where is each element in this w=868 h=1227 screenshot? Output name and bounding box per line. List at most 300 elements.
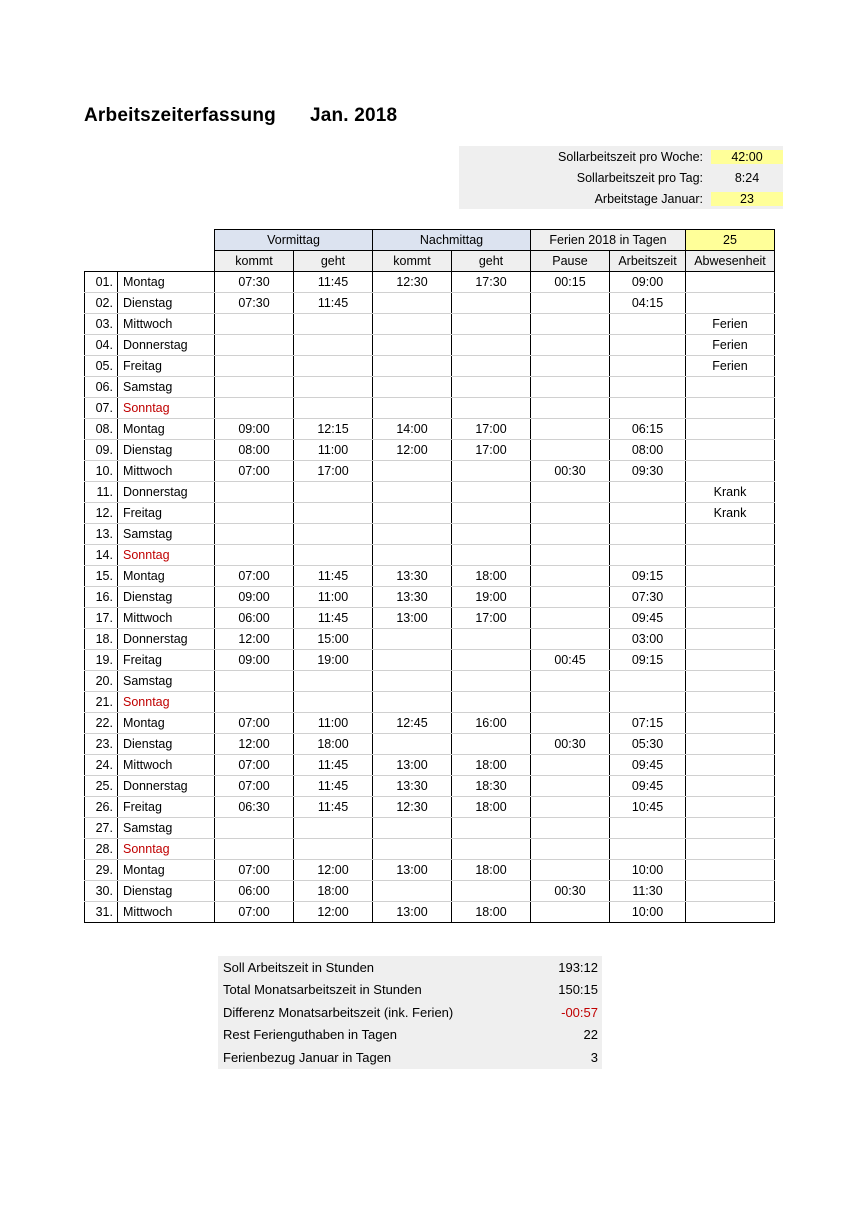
- cell-kommt-nachmittag: 13:00: [373, 902, 452, 923]
- header-ferien-value: 25: [686, 230, 775, 251]
- cell-kommt-nachmittag: [373, 692, 452, 713]
- cell-abwesenheit: [686, 377, 775, 398]
- cell-kommt-nachmittag: [373, 629, 452, 650]
- table-row: [85, 545, 775, 566]
- table-row: [85, 503, 775, 524]
- cell-geht-nachmittag: 18:00: [452, 797, 531, 818]
- header-pause: Pause: [531, 251, 610, 272]
- row-number: 05.: [85, 356, 118, 377]
- row-weekday: Dienstag: [118, 440, 215, 461]
- cell-geht-nachmittag: [452, 482, 531, 503]
- row-weekday: Sonntag: [118, 545, 215, 566]
- cell-kommt-vormittag: 07:00: [215, 860, 294, 881]
- table-row: [85, 734, 775, 755]
- row-weekday: Mittwoch: [118, 461, 215, 482]
- totals-label: Soll Arbeitszeit in Stunden: [223, 959, 375, 975]
- row-number: 09.: [85, 440, 118, 461]
- table-row: [85, 797, 775, 818]
- cell-kommt-vormittag: 07:00: [215, 755, 294, 776]
- cell-geht-vormittag: [294, 398, 373, 419]
- cell-pause: 00:30: [531, 734, 610, 755]
- cell-geht-vormittag: 12:15: [294, 419, 373, 440]
- cell-geht-vormittag: [294, 545, 373, 566]
- cell-geht-vormittag: [294, 524, 373, 545]
- cell-kommt-nachmittag: [373, 503, 452, 524]
- cell-abwesenheit: Krank: [686, 503, 775, 524]
- cell-geht-vormittag: 18:00: [294, 881, 373, 902]
- cell-kommt-vormittag: 06:00: [215, 608, 294, 629]
- cell-geht-vormittag: [294, 335, 373, 356]
- cell-kommt-nachmittag: [373, 545, 452, 566]
- cell-geht-nachmittag: [452, 293, 531, 314]
- totals-label: Ferienbezug Januar in Tagen: [223, 1049, 392, 1065]
- row-weekday: Dienstag: [118, 293, 215, 314]
- cell-abwesenheit: [686, 755, 775, 776]
- totals-value: -00:57: [561, 1004, 598, 1020]
- summary-label: Arbeitstage Januar:: [594, 191, 703, 206]
- cell-arbeitszeit: [610, 818, 686, 839]
- totals-value: 3: [590, 1049, 598, 1065]
- cell-geht-vormittag: [294, 377, 373, 398]
- table-row: [85, 419, 775, 440]
- cell-pause: [531, 524, 610, 545]
- cell-pause: [531, 713, 610, 734]
- cell-arbeitszeit: [610, 545, 686, 566]
- header-geht-nachmittag: geht: [452, 251, 531, 272]
- header-geht-vormittag: geht: [294, 251, 373, 272]
- table-row: [85, 608, 775, 629]
- row-weekday: Freitag: [118, 356, 215, 377]
- cell-abwesenheit: [686, 776, 775, 797]
- row-number: 18.: [85, 629, 118, 650]
- cell-kommt-vormittag: 09:00: [215, 650, 294, 671]
- row-number: 17.: [85, 608, 118, 629]
- cell-kommt-vormittag: [215, 524, 294, 545]
- row-number: 03.: [85, 314, 118, 335]
- cell-geht-nachmittag: [452, 818, 531, 839]
- header-arbeitszeit: Arbeitszeit: [610, 251, 686, 272]
- cell-geht-vormittag: 12:00: [294, 902, 373, 923]
- cell-arbeitszeit: [610, 692, 686, 713]
- cell-arbeitszeit: 09:45: [610, 755, 686, 776]
- row-number: 15.: [85, 566, 118, 587]
- row-number: 11.: [85, 482, 118, 503]
- cell-pause: [531, 503, 610, 524]
- cell-geht-nachmittag: [452, 335, 531, 356]
- cell-geht-nachmittag: [452, 734, 531, 755]
- row-number: 12.: [85, 503, 118, 524]
- cell-abwesenheit: Ferien: [686, 356, 775, 377]
- cell-arbeitszeit: [610, 503, 686, 524]
- cell-abwesenheit: [686, 272, 775, 293]
- row-weekday: Dienstag: [118, 587, 215, 608]
- cell-geht-nachmittag: [452, 314, 531, 335]
- cell-kommt-vormittag: 07:00: [215, 776, 294, 797]
- cell-arbeitszeit: [610, 524, 686, 545]
- cell-geht-nachmittag: 17:00: [452, 608, 531, 629]
- cell-arbeitszeit: [610, 671, 686, 692]
- cell-arbeitszeit: [610, 356, 686, 377]
- totals-row: [218, 979, 602, 1002]
- cell-kommt-nachmittag: [373, 818, 452, 839]
- cell-kommt-nachmittag: [373, 734, 452, 755]
- cell-geht-nachmittag: [452, 881, 531, 902]
- cell-geht-vormittag: [294, 671, 373, 692]
- cell-kommt-nachmittag: 14:00: [373, 419, 452, 440]
- cell-geht-vormittag: 11:00: [294, 587, 373, 608]
- totals-row: [218, 1024, 602, 1047]
- cell-kommt-vormittag: [215, 356, 294, 377]
- cell-pause: [531, 314, 610, 335]
- table-row: [85, 629, 775, 650]
- totals-label: Total Monatsarbeitszeit in Stunden: [223, 982, 422, 998]
- row-number: 14.: [85, 545, 118, 566]
- table-header: [85, 230, 775, 272]
- cell-geht-nachmittag: 18:00: [452, 755, 531, 776]
- cell-geht-nachmittag: [452, 545, 531, 566]
- table-row: [85, 440, 775, 461]
- cell-kommt-nachmittag: [373, 314, 452, 335]
- table-row: [85, 587, 775, 608]
- row-number: 07.: [85, 398, 118, 419]
- cell-geht-vormittag: [294, 692, 373, 713]
- cell-abwesenheit: [686, 713, 775, 734]
- cell-pause: [531, 776, 610, 797]
- totals-row: [218, 956, 602, 979]
- cell-arbeitszeit: 09:30: [610, 461, 686, 482]
- cell-abwesenheit: [686, 839, 775, 860]
- cell-geht-vormittag: [294, 839, 373, 860]
- table-row: [85, 671, 775, 692]
- header-vormittag: Vormittag: [215, 230, 373, 251]
- cell-arbeitszeit: 05:30: [610, 734, 686, 755]
- spacer-cell: [118, 251, 215, 272]
- cell-pause: [531, 419, 610, 440]
- row-number: 23.: [85, 734, 118, 755]
- top-summary-panel: [459, 146, 783, 209]
- cell-abwesenheit: [686, 587, 775, 608]
- cell-geht-vormittag: [294, 314, 373, 335]
- table-sub-header-row: [85, 251, 775, 272]
- cell-kommt-vormittag: 07:00: [215, 713, 294, 734]
- cell-kommt-vormittag: [215, 482, 294, 503]
- cell-arbeitszeit: 03:00: [610, 629, 686, 650]
- row-number: 08.: [85, 419, 118, 440]
- cell-kommt-vormittag: [215, 503, 294, 524]
- cell-arbeitszeit: [610, 335, 686, 356]
- spacer-cell: [85, 230, 118, 251]
- summary-value: 23: [711, 192, 783, 206]
- row-number: 13.: [85, 524, 118, 545]
- cell-arbeitszeit: 11:30: [610, 881, 686, 902]
- timesheet-table: [84, 229, 775, 923]
- cell-geht-nachmittag: [452, 398, 531, 419]
- totals-value: 150:15: [558, 982, 598, 998]
- row-number: 27.: [85, 818, 118, 839]
- cell-abwesenheit: [686, 461, 775, 482]
- cell-geht-vormittag: 12:00: [294, 860, 373, 881]
- cell-geht-nachmittag: 18:00: [452, 566, 531, 587]
- cell-geht-nachmittag: [452, 671, 531, 692]
- cell-abwesenheit: [686, 566, 775, 587]
- cell-geht-vormittag: 11:45: [294, 293, 373, 314]
- cell-abwesenheit: Ferien: [686, 335, 775, 356]
- cell-kommt-nachmittag: 13:00: [373, 755, 452, 776]
- cell-abwesenheit: [686, 818, 775, 839]
- cell-kommt-nachmittag: [373, 839, 452, 860]
- summary-label: Sollarbeitszeit pro Woche:: [558, 149, 703, 164]
- cell-kommt-nachmittag: [373, 461, 452, 482]
- cell-pause: [531, 566, 610, 587]
- cell-abwesenheit: [686, 797, 775, 818]
- cell-arbeitszeit: 09:45: [610, 608, 686, 629]
- cell-abwesenheit: [686, 293, 775, 314]
- header-nachmittag: Nachmittag: [373, 230, 531, 251]
- cell-arbeitszeit: [610, 377, 686, 398]
- row-weekday: Samstag: [118, 524, 215, 545]
- table-row: [85, 860, 775, 881]
- cell-geht-vormittag: 11:45: [294, 797, 373, 818]
- row-weekday: Donnerstag: [118, 482, 215, 503]
- cell-kommt-vormittag: [215, 398, 294, 419]
- cell-abwesenheit: [686, 398, 775, 419]
- cell-abwesenheit: [686, 734, 775, 755]
- cell-geht-nachmittag: 19:00: [452, 587, 531, 608]
- totals-label: Differenz Monatsarbeitszeit (ink. Ferien): [223, 1004, 454, 1020]
- cell-kommt-nachmittag: [373, 293, 452, 314]
- cell-kommt-nachmittag: 12:30: [373, 797, 452, 818]
- row-number: 21.: [85, 692, 118, 713]
- totals-value: 22: [583, 1027, 598, 1043]
- table-row: [85, 692, 775, 713]
- cell-kommt-vormittag: 12:00: [215, 629, 294, 650]
- cell-pause: [531, 377, 610, 398]
- cell-pause: [531, 860, 610, 881]
- totals-row: [218, 1046, 602, 1069]
- table-row: [85, 713, 775, 734]
- cell-abwesenheit: [686, 671, 775, 692]
- cell-arbeitszeit: 10:00: [610, 860, 686, 881]
- table-row: [85, 902, 775, 923]
- row-weekday: Mittwoch: [118, 902, 215, 923]
- cell-kommt-nachmittag: [373, 671, 452, 692]
- cell-geht-nachmittag: [452, 524, 531, 545]
- table-row: [85, 461, 775, 482]
- cell-pause: [531, 629, 610, 650]
- table-row: [85, 272, 775, 293]
- cell-geht-nachmittag: 17:00: [452, 419, 531, 440]
- cell-geht-vormittag: 11:45: [294, 272, 373, 293]
- table-row: [85, 377, 775, 398]
- cell-pause: [531, 587, 610, 608]
- cell-arbeitszeit: 07:15: [610, 713, 686, 734]
- cell-abwesenheit: [686, 545, 775, 566]
- cell-kommt-vormittag: 07:30: [215, 272, 294, 293]
- table-row: [85, 398, 775, 419]
- cell-pause: [531, 671, 610, 692]
- cell-pause: [531, 482, 610, 503]
- row-number: 01.: [85, 272, 118, 293]
- cell-geht-nachmittag: [452, 629, 531, 650]
- cell-kommt-vormittag: 08:00: [215, 440, 294, 461]
- table-row: [85, 566, 775, 587]
- table-row: [85, 650, 775, 671]
- row-weekday: Sonntag: [118, 398, 215, 419]
- cell-abwesenheit: [686, 524, 775, 545]
- summary-value: 8:24: [734, 170, 760, 185]
- cell-geht-vormittag: 11:00: [294, 713, 373, 734]
- cell-kommt-nachmittag: [373, 524, 452, 545]
- cell-abwesenheit: [686, 692, 775, 713]
- table-row: [85, 293, 775, 314]
- cell-kommt-vormittag: [215, 818, 294, 839]
- cell-kommt-vormittag: 07:30: [215, 293, 294, 314]
- table-row: [85, 839, 775, 860]
- summary-value: 42:00: [711, 150, 783, 164]
- cell-pause: [531, 440, 610, 461]
- cell-geht-vormittag: 19:00: [294, 650, 373, 671]
- row-weekday: Freitag: [118, 503, 215, 524]
- cell-kommt-vormittag: [215, 545, 294, 566]
- cell-arbeitszeit: 10:45: [610, 797, 686, 818]
- cell-abwesenheit: [686, 440, 775, 461]
- cell-pause: [531, 608, 610, 629]
- table-group-header-row: [85, 230, 775, 251]
- row-weekday: Donnerstag: [118, 776, 215, 797]
- table-row: [85, 482, 775, 503]
- row-weekday: Mittwoch: [118, 314, 215, 335]
- row-weekday: Samstag: [118, 671, 215, 692]
- cell-abwesenheit: Ferien: [686, 314, 775, 335]
- header-ferien-label: Ferien 2018 in Tagen: [531, 230, 686, 251]
- cell-geht-vormittag: 11:00: [294, 440, 373, 461]
- cell-kommt-vormittag: 06:30: [215, 797, 294, 818]
- row-weekday: Samstag: [118, 377, 215, 398]
- cell-abwesenheit: [686, 419, 775, 440]
- cell-arbeitszeit: 04:15: [610, 293, 686, 314]
- row-weekday: Mittwoch: [118, 755, 215, 776]
- cell-geht-nachmittag: [452, 692, 531, 713]
- row-number: 06.: [85, 377, 118, 398]
- cell-arbeitszeit: 06:15: [610, 419, 686, 440]
- cell-kommt-nachmittag: [373, 650, 452, 671]
- row-number: 19.: [85, 650, 118, 671]
- cell-geht-vormittag: 11:45: [294, 608, 373, 629]
- cell-arbeitszeit: 09:15: [610, 650, 686, 671]
- cell-pause: [531, 692, 610, 713]
- cell-abwesenheit: [686, 860, 775, 881]
- cell-kommt-vormittag: 09:00: [215, 587, 294, 608]
- cell-arbeitszeit: 10:00: [610, 902, 686, 923]
- row-weekday: Samstag: [118, 818, 215, 839]
- cell-arbeitszeit: 09:45: [610, 776, 686, 797]
- cell-arbeitszeit: [610, 398, 686, 419]
- row-number: 10.: [85, 461, 118, 482]
- cell-geht-nachmittag: [452, 377, 531, 398]
- summary-row: [459, 188, 783, 209]
- cell-geht-nachmittag: 16:00: [452, 713, 531, 734]
- cell-geht-vormittag: 11:45: [294, 776, 373, 797]
- spacer-cell: [85, 251, 118, 272]
- cell-kommt-vormittag: [215, 671, 294, 692]
- row-number: 29.: [85, 860, 118, 881]
- summary-label: Sollarbeitszeit pro Tag:: [576, 170, 703, 185]
- row-weekday: Sonntag: [118, 839, 215, 860]
- cell-pause: 00:30: [531, 881, 610, 902]
- cell-kommt-nachmittag: [373, 881, 452, 902]
- row-number: 04.: [85, 335, 118, 356]
- cell-arbeitszeit: 07:30: [610, 587, 686, 608]
- cell-geht-vormittag: 17:00: [294, 461, 373, 482]
- cell-kommt-vormittag: 12:00: [215, 734, 294, 755]
- cell-kommt-nachmittag: 13:00: [373, 608, 452, 629]
- cell-kommt-nachmittag: [373, 335, 452, 356]
- cell-kommt-nachmittag: [373, 356, 452, 377]
- row-weekday: Sonntag: [118, 692, 215, 713]
- cell-geht-vormittag: [294, 503, 373, 524]
- cell-kommt-nachmittag: [373, 398, 452, 419]
- cell-arbeitszeit: [610, 839, 686, 860]
- cell-arbeitszeit: 09:15: [610, 566, 686, 587]
- cell-kommt-vormittag: 06:00: [215, 881, 294, 902]
- row-number: 28.: [85, 839, 118, 860]
- row-weekday: Dienstag: [118, 734, 215, 755]
- table-row: [85, 881, 775, 902]
- cell-pause: 00:30: [531, 461, 610, 482]
- cell-geht-nachmittag: [452, 839, 531, 860]
- header-kommt-vormittag: kommt: [215, 251, 294, 272]
- table-row: [85, 314, 775, 335]
- cell-geht-vormittag: [294, 818, 373, 839]
- cell-geht-vormittag: 11:45: [294, 755, 373, 776]
- cell-kommt-nachmittag: [373, 482, 452, 503]
- row-number: 20.: [85, 671, 118, 692]
- cell-kommt-nachmittag: 13:30: [373, 776, 452, 797]
- row-number: 25.: [85, 776, 118, 797]
- cell-pause: [531, 356, 610, 377]
- cell-geht-nachmittag: [452, 650, 531, 671]
- row-weekday: Donnerstag: [118, 629, 215, 650]
- cell-abwesenheit: [686, 881, 775, 902]
- spacer-cell: [118, 230, 215, 251]
- table-row: [85, 335, 775, 356]
- cell-geht-vormittag: 15:00: [294, 629, 373, 650]
- page-title-month: Jan. 2018: [309, 105, 398, 126]
- cell-geht-nachmittag: 18:00: [452, 860, 531, 881]
- cell-kommt-nachmittag: 13:00: [373, 860, 452, 881]
- cell-pause: 00:15: [531, 272, 610, 293]
- row-weekday: Montag: [118, 566, 215, 587]
- row-weekday: Mittwoch: [118, 608, 215, 629]
- cell-pause: [531, 797, 610, 818]
- summary-row: [459, 167, 783, 188]
- cell-abwesenheit: Krank: [686, 482, 775, 503]
- table-row: [85, 356, 775, 377]
- row-weekday: Montag: [118, 272, 215, 293]
- row-weekday: Montag: [118, 713, 215, 734]
- row-weekday: Montag: [118, 860, 215, 881]
- table-row: [85, 524, 775, 545]
- cell-kommt-vormittag: 07:00: [215, 566, 294, 587]
- bottom-summary-panel: [218, 956, 602, 1069]
- cell-arbeitszeit: 09:00: [610, 272, 686, 293]
- totals-value: 193:12: [558, 959, 598, 975]
- header-abwesenheit: Abwesenheit: [686, 251, 775, 272]
- table-row: [85, 776, 775, 797]
- page-title-text: Arbeitszeiterfassung: [84, 105, 276, 126]
- cell-kommt-vormittag: [215, 839, 294, 860]
- cell-geht-nachmittag: [452, 503, 531, 524]
